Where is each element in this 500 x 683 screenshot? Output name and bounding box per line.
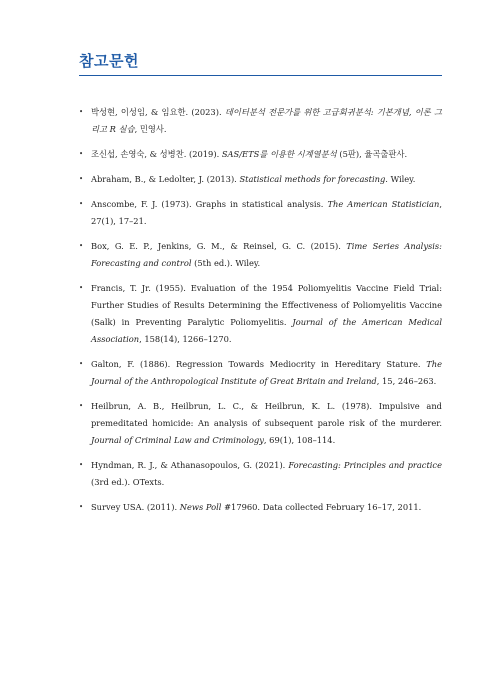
- reference-item: • Hyndman, R. J., & Athanasopoulos, G. (2021). Forecasting: Principles and practice (3rd ed.). OTexts.: [79, 457, 442, 491]
- reference-item: • Survey USA. (2011). News Poll #17960. Data collected February 16–17, 2011.: [79, 499, 442, 516]
- bullet-icon: •: [79, 360, 84, 368]
- reference-item: • Heilbrun, A. B., Heilbrun, L. C., & Heilbrun, K. L. (1978). Impulsive and premeditated homicide: An analysis of subsequent parole risk of the murderer. Journal of Criminal Law and Criminology, 69(1), 108–114.: [79, 398, 442, 449]
- reference-item: • Abraham, B., & Ledolter, J. (2013). Statistical methods for forecasting. Wiley.: [79, 171, 442, 188]
- reference-list: [79, 104, 442, 524]
- reference-item: • 박성현, 이성임, & 임요한. (2023). 데이터분석 전문가를 위한 고급회귀분석: 기본개념, 이론 그리고 R 실습, 민영사.: [79, 104, 442, 138]
- reference-item: • Galton, F. (1886). Regression Towards Mediocrity in Hereditary Stature. The Journal of the Anthropological Institute of Great Britain and Ireland, 15, 246–263.: [79, 356, 442, 390]
- reference-item: • 조신섭, 손영숙, & 성병찬. (2019). SAS/ETS를 이용한 시계열분석 (5판), 율곡출판사.: [79, 146, 442, 163]
- page-title: 참고문헌: [79, 52, 139, 70]
- bullet-icon: •: [79, 150, 84, 158]
- bullet-icon: •: [79, 402, 84, 410]
- bullet-icon: •: [79, 242, 84, 250]
- bullet-icon: •: [79, 108, 84, 116]
- title-divider: [79, 75, 442, 76]
- bullet-icon: •: [79, 461, 84, 469]
- bullet-icon: •: [79, 175, 84, 183]
- reference-item: • Francis, T. Jr. (1955). Evaluation of the 1954 Poliomyelitis Vaccine Field Trial: Further Studies of Results Determining the Effectiveness of Poliomyelitis Vaccine (Salk) in Preventing Paralytic Poliomyelitis. Journal of the American Medical Association, 158(14), 1266–1270.: [79, 280, 442, 348]
- bullet-icon: •: [79, 284, 84, 292]
- bullet-icon: •: [79, 503, 84, 511]
- reference-item: • Box, G. E. P., Jenkins, G. M., & Reinsel, G. C. (2015). Time Series Analysis: Forecasting and control (5th ed.). Wiley.: [79, 238, 442, 272]
- bullet-icon: •: [79, 200, 84, 208]
- reference-item: • Anscombe, F. J. (1973). Graphs in statistical analysis. The American Statistician, 27(1), 17–21.: [79, 196, 442, 230]
